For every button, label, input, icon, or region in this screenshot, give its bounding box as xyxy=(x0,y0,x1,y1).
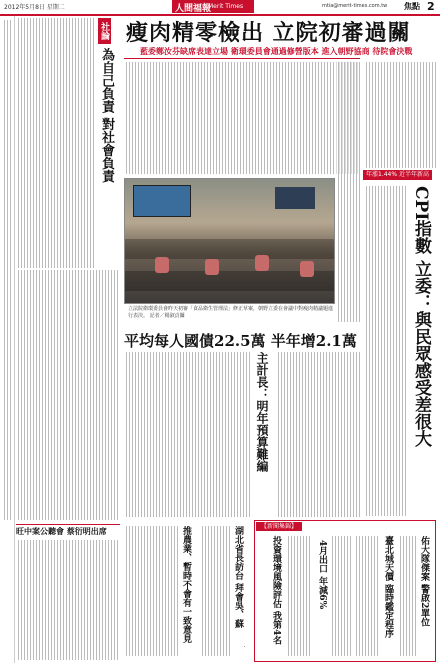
roundup-text-5 xyxy=(354,536,380,656)
divider-line xyxy=(124,58,360,59)
photo-credit: 記者／楊淑貞攝 xyxy=(149,313,185,319)
roundup-text-4 xyxy=(124,526,178,656)
page-number: 2 xyxy=(427,0,435,13)
editorial-badge: 社論 xyxy=(98,18,111,44)
editorial-text-block-2 xyxy=(16,270,120,520)
roundup-headline-5: 臺北城天價 臨時鑑定程序 xyxy=(383,536,393,639)
main-story-text xyxy=(124,62,360,174)
roundup-headline-1: 4月出口 年減6% xyxy=(317,540,327,610)
left-bottom-headline: 旺中案公聽會 蔡衍明出席 xyxy=(16,527,107,536)
debt-story-text xyxy=(124,352,250,517)
cpi-kicker: 年漲1.44% 近半年新高 xyxy=(363,170,432,180)
debt-headline: 平均每人國債22.5萬 半年增2.1萬 xyxy=(124,332,357,350)
publication-date: 2012年5月8日 星期二 xyxy=(4,4,65,11)
roundup-headline-7: 參 xyxy=(244,646,245,647)
sideband-text xyxy=(2,20,12,520)
roundup-headline-4: 推農業、暫時不會有一致意見 xyxy=(181,526,191,643)
masthead-english: Merit Times xyxy=(208,3,244,10)
main-story-text-right xyxy=(336,62,360,322)
roundup-text-1 xyxy=(330,536,352,656)
debt-side-headline: 主計長：明年預算難編 xyxy=(255,352,269,472)
main-headline: 瘦肉精零檢出 立院初審過關 xyxy=(126,20,411,46)
editorial-headline: 為自己負責 對社會負責 xyxy=(99,48,114,183)
news-roundup-label: 【新聞集錦】 xyxy=(256,522,302,531)
roundup-text-6 xyxy=(398,536,416,656)
cpi-story-text xyxy=(364,186,406,516)
contact-email: mtia@merit-times.com.tw xyxy=(322,3,388,9)
divider-line xyxy=(16,524,120,525)
roundup-text-3 xyxy=(200,526,230,656)
committee-photo xyxy=(124,178,335,304)
main-subhead: 藍委鄭汝芬缺席表達立場 衛環委員會通過修營版本 進入朝野協商 待院會決戰 xyxy=(140,47,413,56)
editorial-text-block xyxy=(16,18,96,268)
left-bottom-text xyxy=(16,540,120,660)
debt-story-text-2 xyxy=(276,352,360,517)
masthead-name: 人間福報 xyxy=(175,4,212,14)
cpi-story-text-top xyxy=(364,62,436,168)
roundup-headline-3: 湖北省長訪台 拜會吳、蘇 xyxy=(233,526,243,629)
roundup-headline-2: 投資環境風險評估 我第4名 xyxy=(271,536,281,645)
photo-caption: 立法院衛環委員會昨天初審「食品衛生管理法」修正草案，朝野立委在會議中對瘦肉精議題進行表決。 記者／楊淑貞攝 xyxy=(128,306,334,319)
roundup-headline-6: 佑大隊傑案 警啟2單位 xyxy=(419,536,429,627)
section-name: 焦點 xyxy=(404,2,420,11)
roundup-text-2 xyxy=(286,536,312,656)
cpi-headline: CPI指數 立委：與民眾感受差很大 xyxy=(411,186,431,448)
